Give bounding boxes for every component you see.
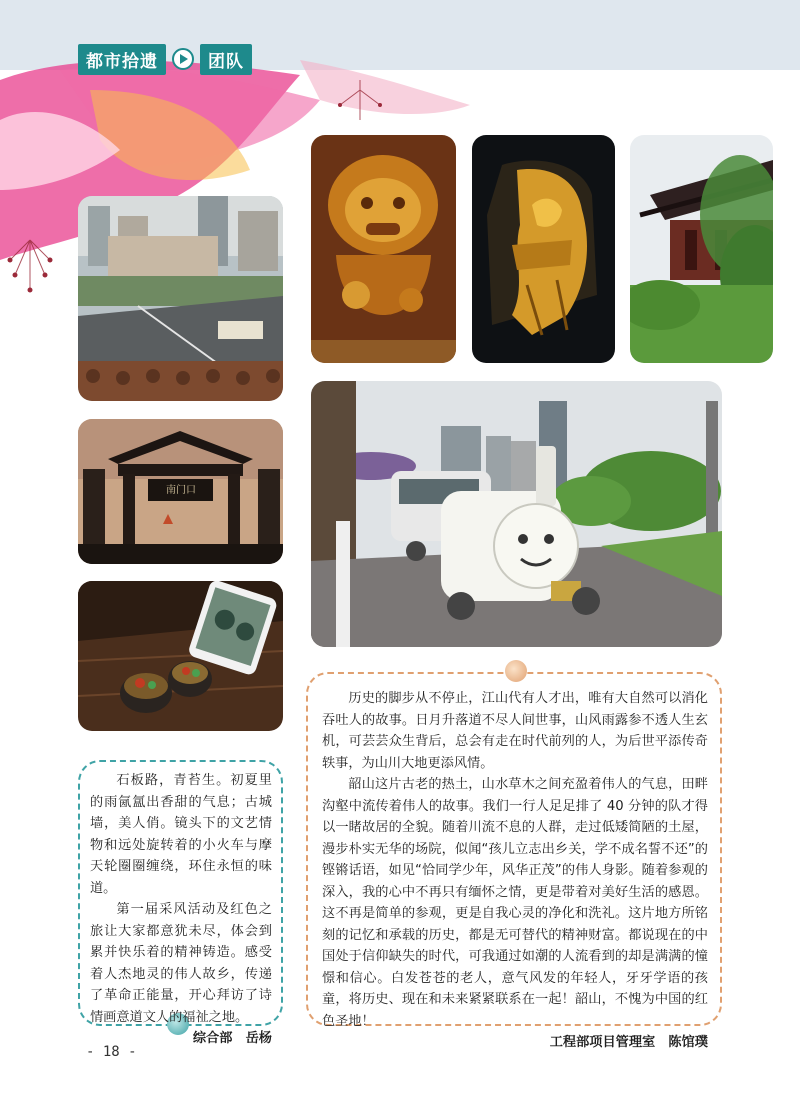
page-number: - 18 - [86,1044,137,1060]
play-icon [172,48,194,70]
photo-memorial-arch [78,419,283,564]
right-paragraph-1: 历史的脚步从不停止，江山代有人才出，唯有大自然可以消化吞吐人的故事。日月升落道不尽人间世事，山风雨露参不透人生玄机，可芸芸众生背后，总会有走在时代前列的人，为后世平添传奇轶事，为山川大地更添风情。 [322,691,708,771]
header-title: 都市拾遗 [78,44,166,75]
photo-lion-statue [311,135,456,363]
arch-sign-text: 南门口 [166,485,196,496]
right-author: 工程部项目管理室 陈馆璞 [549,1035,708,1050]
photo-city-street [78,196,283,401]
photo-golden-relief [472,135,615,363]
right-box-decor-dot [505,660,527,682]
left-author: 综合部 岳杨 [192,1031,272,1046]
photo-food-phone [78,581,283,731]
section-header [78,44,252,74]
left-article-text [90,770,272,1050]
photo-sightseeing-train [311,381,722,647]
left-paragraph-1: 石板路，青苔生。初夏里的雨氤氲出香甜的气息；古城墙，美人俏。镜头下的文艺情物和远处旋转着的小火车与摩天轮圈圈缠绕，环住永恒的味道。 [90,773,272,896]
header-section: 团队 [200,44,252,75]
left-paragraph-2: 第一届采风活动及红色之旅让大家都意犹未尽，体会到累并快乐着的精神铸造。感受着人杰地灵的伟人故乡，传递了革命正能量，开心拜访了诗情画意道文人的福祉之地。 [90,902,272,1025]
right-paragraph-2: 韶山这片古老的热土，山水草木之间充盈着伟人的气息，田畔沟壑中流传着伟人的故事。我们一行人足足排了 40 分钟的队才得以一睹故居的全貌。随着川流不息的人群，走过低矮简陋的土屋，漫步朴实无华的场院，似闻“孩儿立志出乡关，学不成名誓不还”的铿锵话语，如见“恰同学少年，风华正茂”的伟人身影。随着参观的深入，我的心中不再只有缅怀之情，更是带着对美好生活的感恩。这不再是简单的参观，更是自我心灵的净化和洗礼。这片地方所铭刻的记忆和承载的历史，都是无可替代的精神财富。都说现在的中国处于信仰缺失的时代，可我通过如潮的人流看到的却是满满的憧憬和信心。白发苍苍的老人，意气风发的年轻人，牙牙学语的孩童，将历史、现在和未来紧紧联系在一起！韶山，不愧为中国的红色圣地！ [322,777,708,1029]
photo-pavilion [630,135,773,363]
right-article-text [322,688,708,1054]
